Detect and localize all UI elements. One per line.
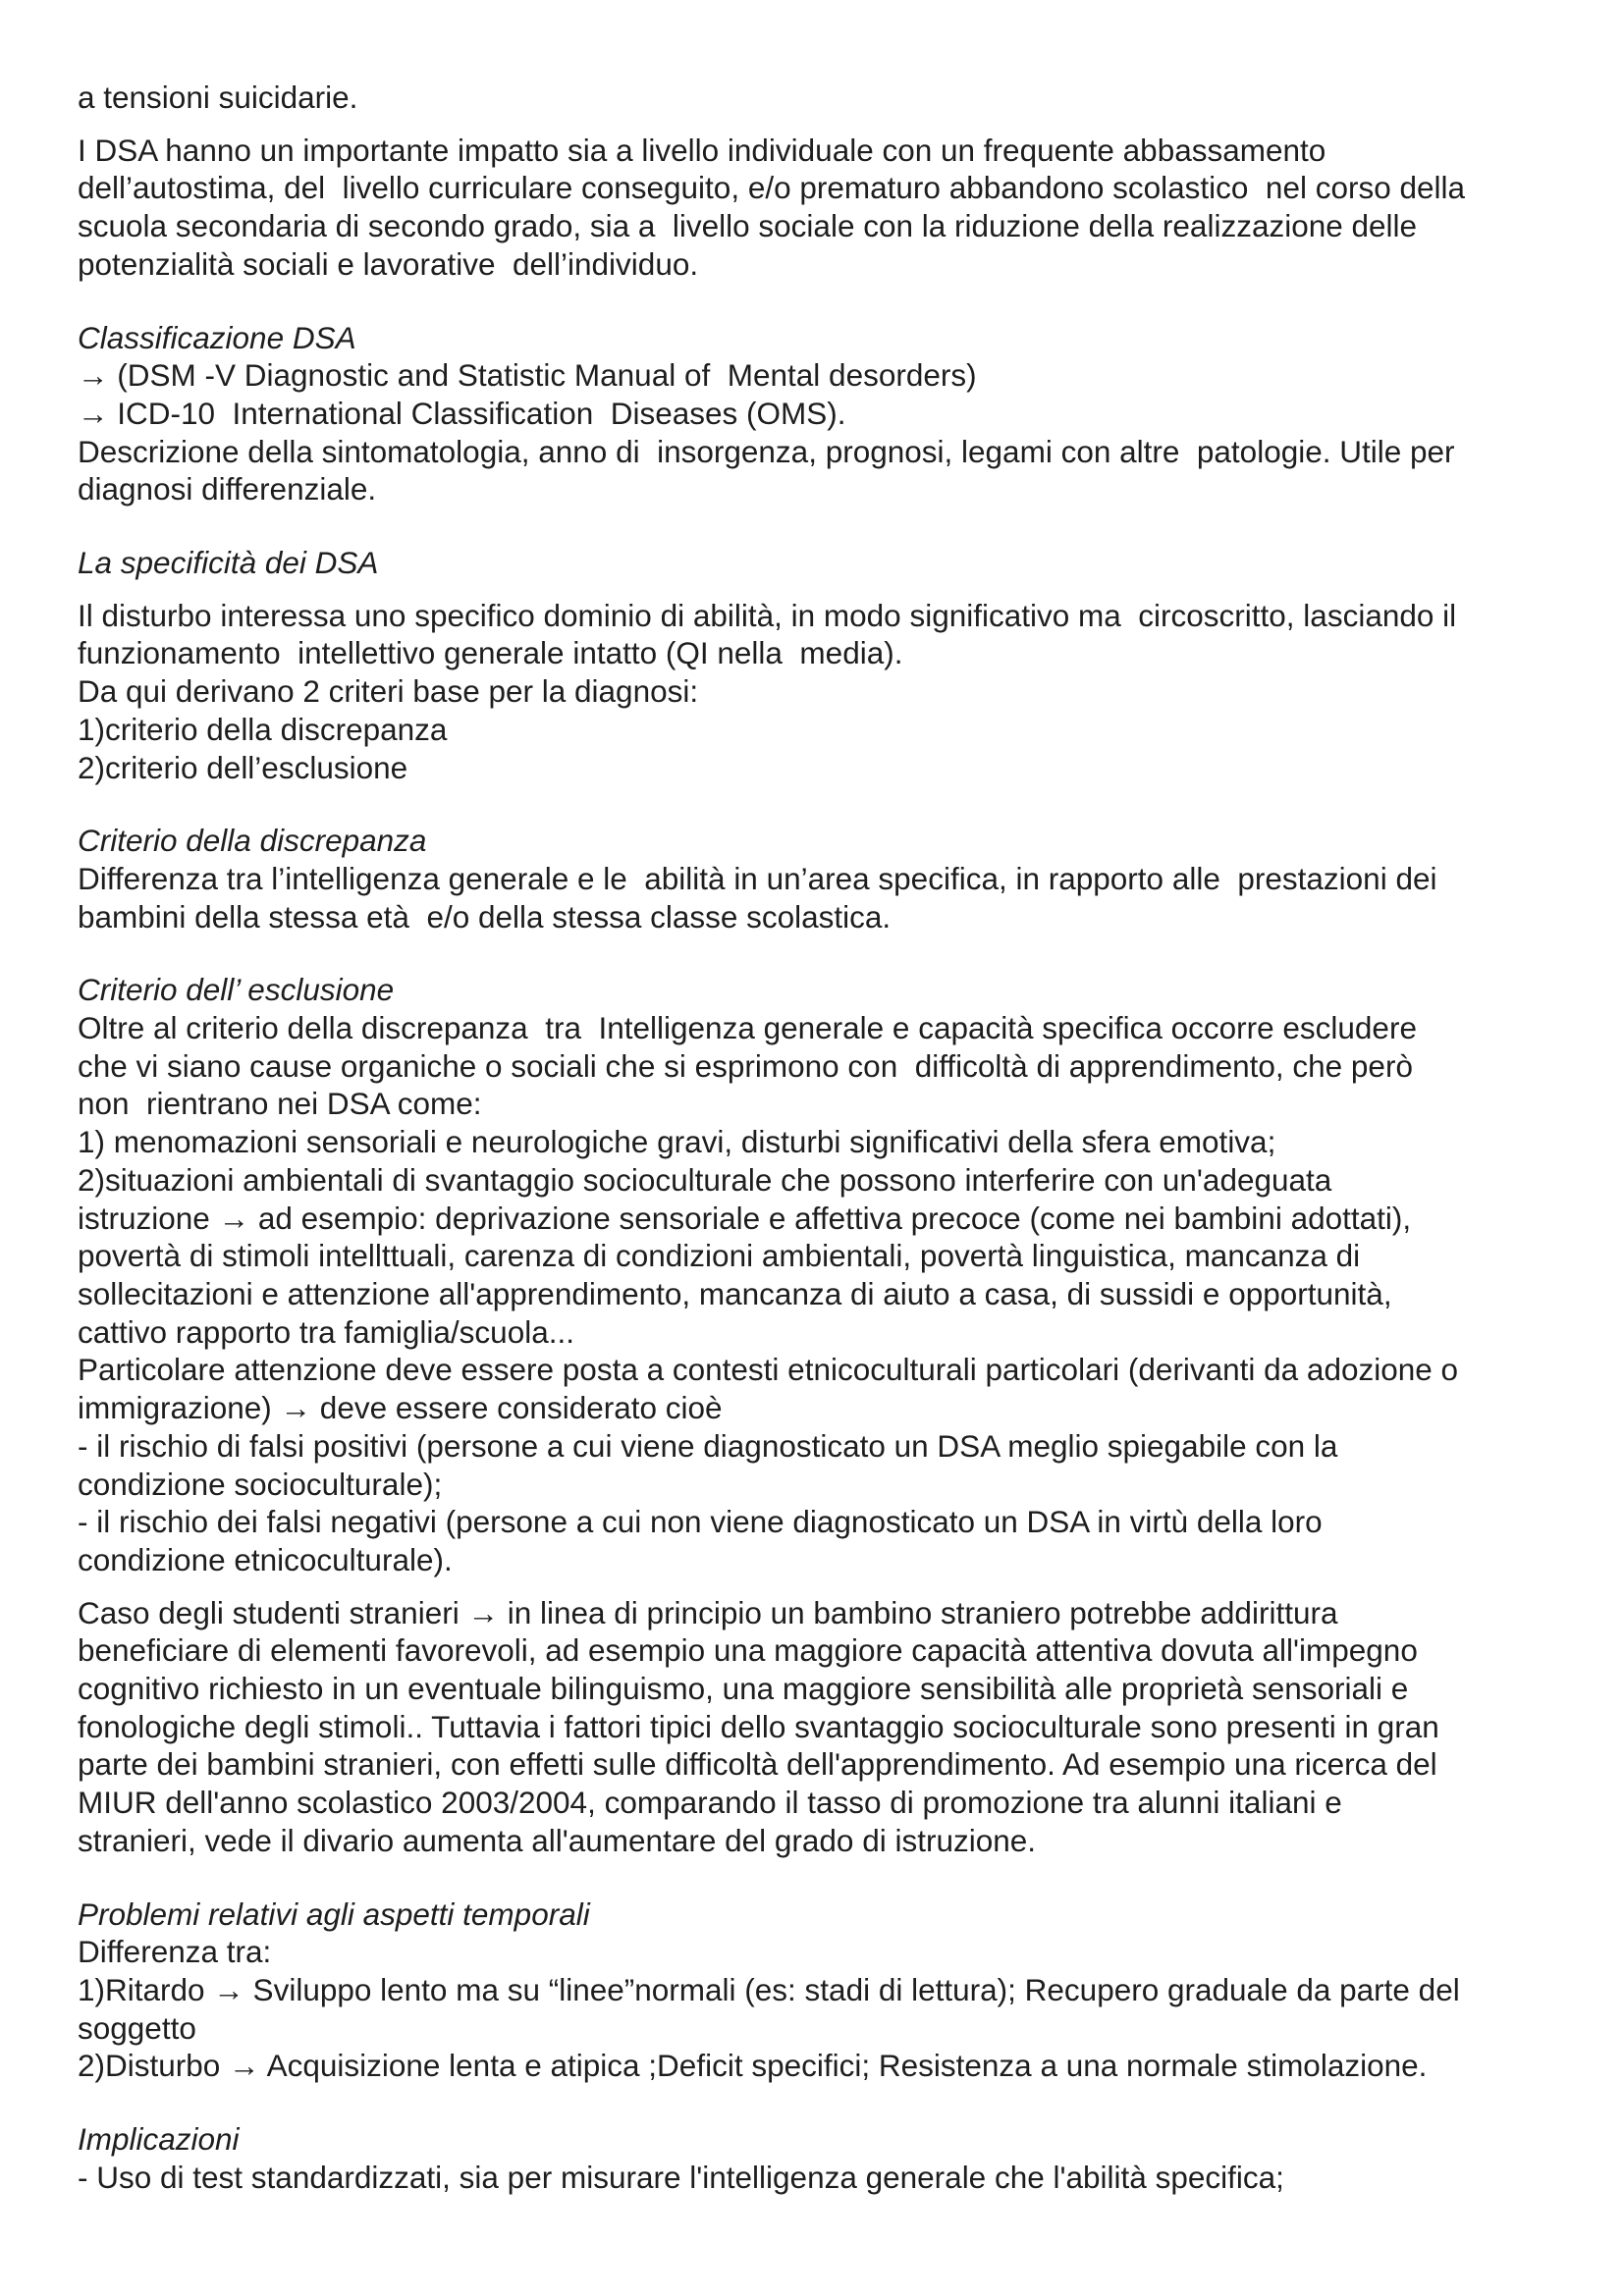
text-line: Da qui derivano 2 criteri base per la diagnosi:	[78, 673, 699, 710]
text-line: I DSA hanno un importante impatto sia a livello individuale con un frequente abbassamento	[78, 132, 1326, 168]
section-specificita	[78, 544, 1560, 786]
text-line: immigrazione) → deve essere considerato cioè	[78, 1390, 723, 1426]
text-line: → ICD-10 International Classification Diseases (OMS).	[78, 395, 846, 431]
text-line: 2)situazioni ambientali di svantaggio socioculturale che possono interferire con un'adeguata	[78, 1161, 1332, 1198]
section-temporali	[78, 1896, 1560, 2086]
text-line: scuola secondaria di secondo grado, sia a livello sociale con la riduzione della realizzazione delle	[78, 208, 1418, 244]
text-line: Differenza tra:	[78, 1934, 272, 1970]
text-line: MIUR dell'anno scolastico 2003/2004, comparando il tasso di promozione tra alunni italiani e	[78, 1785, 1342, 1821]
text-line: condizione etnicoculturale).	[78, 1541, 453, 1577]
text-line: 2)Disturbo → Acquisizione lenta e atipica ;Deficit specifici; Resistenza a una normale stimolazione.	[78, 2048, 1428, 2084]
paragraph-stranieri	[78, 1594, 1560, 1860]
text-line: soggetto	[78, 2009, 196, 2046]
document-page	[78, 79, 1560, 2196]
text-line: Descrizione della sintomatologia, anno di insorgenza, prognosi, legami con altre patologie. Utile per	[78, 433, 1455, 469]
text-line: potenzialità sociali e lavorative dell’individuo.	[78, 245, 699, 282]
text-line: stranieri, vede il divario aumenta all'aumentare del grado di istruzione.	[78, 1822, 1037, 1858]
text-line: - il rischio di falsi positivi (persone a cui viene diagnosticato un DSA meglio spiegabile con la	[78, 1427, 1338, 1464]
text-line: cattivo rapporto tra famiglia/scuola...	[78, 1313, 574, 1350]
text-line: beneficiare di elementi favorevoli, ad esempio una maggiore capacità attentiva dovuta all'impegno	[78, 1632, 1418, 1669]
text-line: a tensioni suicidarie.	[78, 80, 358, 115]
text-line: dell’autostima, del livello curriculare conseguito, e/o prematuro abbandono scolastico nel corso della	[78, 170, 1466, 206]
section-esclusione	[78, 971, 1560, 1578]
paragraph-impact	[78, 132, 1560, 284]
section-heading: Classificazione DSA	[78, 319, 356, 355]
text-line: - il rischio dei falsi negativi (persone a cui non viene diagnosticato un DSA in virtù della loro	[78, 1504, 1323, 1540]
text-line: non rientrano nei DSA come:	[78, 1086, 482, 1122]
text-line: sollecitazioni e attenzione all'apprendimento, mancanza di aiuto a casa, di sussidi e opportunità,	[78, 1275, 1392, 1311]
text-line: diagnosi differenziale.	[78, 471, 377, 507]
section-heading: Criterio della discrepanza	[78, 823, 427, 859]
section-heading: Criterio dell’ esclusione	[78, 972, 395, 1008]
text-line: 1) menomazioni sensoriali e neurologiche gravi, disturbi significativi della sfera emotiva;	[78, 1124, 1276, 1160]
text-line: 1)criterio della discrepanza	[78, 711, 448, 747]
text-line: 2)criterio dell’esclusione	[78, 749, 408, 785]
text-line: 1)Ritardo → Sviluppo lento ma su “linee”normali (es: stadi di lettura); Recupero graduale da parte del	[78, 1971, 1460, 2007]
text-line: Differenza tra l’intelligenza generale e le abilità in un’area specifica, in rapporto alle prestazioni dei	[78, 860, 1437, 896]
text-line: povertà di stimoli intellttuali, carenza di condizioni ambientali, povertà linguistica, mancanza di	[78, 1238, 1361, 1274]
text-line: che vi siano cause organiche o sociali che si esprimono con difficoltà di apprendimento, che però	[78, 1047, 1413, 1084]
section-implicazioni	[78, 2120, 1560, 2196]
text-line: → (DSM -V Diagnostic and Statistic Manual of Mental desorders)	[78, 357, 977, 394]
text-line: fonologiche degli stimoli.. Tuttavia i fattori tipici dello svantaggio socioculturale sono presenti in gran	[78, 1708, 1439, 1744]
text-line: Particolare attenzione deve essere posta a contesti etnicoculturali particolari (derivanti da adozione o	[78, 1352, 1459, 1388]
section-classificazione	[78, 319, 1560, 509]
text-line: parte dei bambini stranieri, con effetti sulle difficoltà dell'apprendimento. Ad esempio una ricerca del	[78, 1746, 1437, 1783]
text-line: funzionamento intellettivo generale intatto (QI nella media).	[78, 635, 903, 671]
text-line: Il disturbo interessa uno specifico dominio di abilità, in modo significativo ma circoscritto, lasciando il	[78, 597, 1457, 633]
section-heading: Problemi relativi agli aspetti temporali	[78, 1896, 590, 1932]
text-line: cognitivo richiesto in un eventuale bilinguismo, una maggiore sensibilità alle proprietà sensoriali e	[78, 1671, 1409, 1707]
text-line: condizione socioculturale);	[78, 1466, 443, 1502]
text-line: bambini della stessa età e/o della stessa classe scolastica.	[78, 898, 892, 934]
section-heading: Implicazioni	[78, 2121, 240, 2158]
text-line: Caso degli studenti stranieri → in linea di principio un bambino straniero potrebbe addirittura	[78, 1594, 1338, 1630]
paragraph-intro	[78, 79, 1560, 117]
section-discrepanza	[78, 822, 1560, 935]
text-line: Oltre al criterio della discrepanza tra Intelligenza generale e capacità specifica occorre escludere	[78, 1010, 1417, 1046]
text-line: istruzione → ad esempio: deprivazione sensoriale e affettiva precoce (come nei bambini adottati),	[78, 1200, 1412, 1236]
section-heading: La specificità dei DSA	[78, 545, 379, 581]
text-line: - Uso di test standardizzati, sia per misurare l'intelligenza generale che l'abilità specifica;	[78, 2159, 1284, 2195]
